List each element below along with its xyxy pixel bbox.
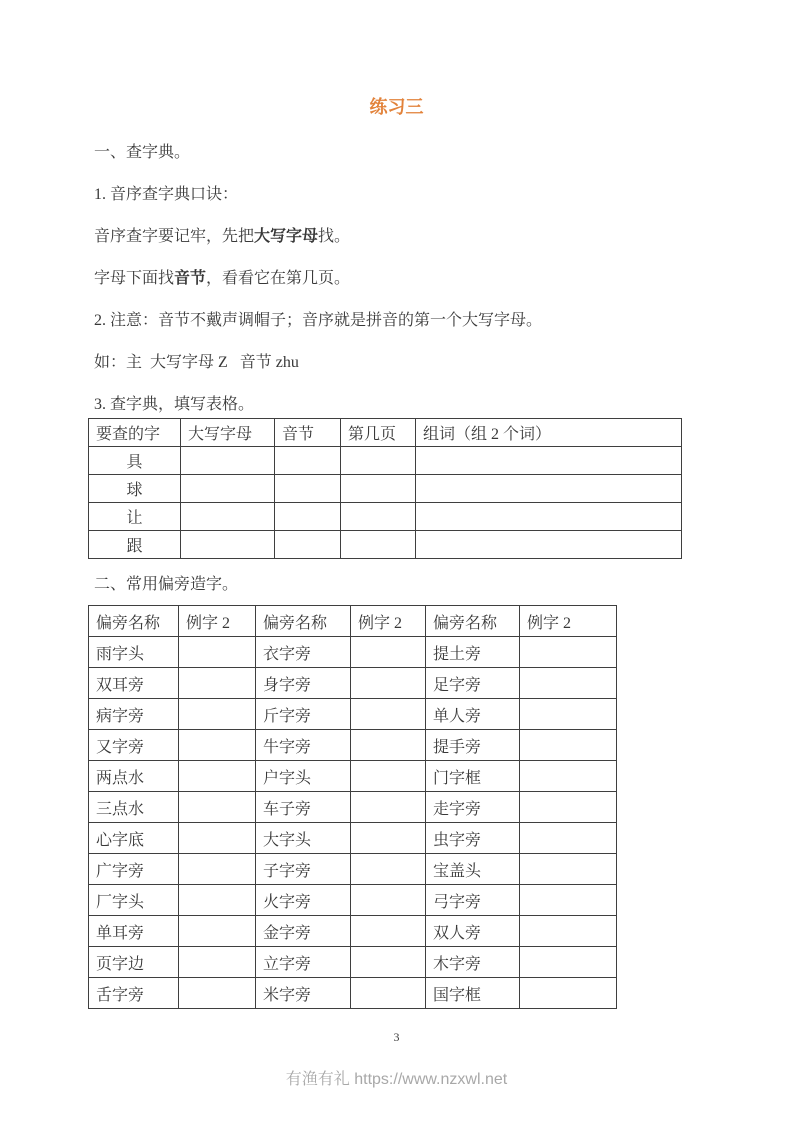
table-header-cell: 组词（组 2 个词） [416,419,682,447]
table-cell: 牛字旁 [256,730,351,761]
table-cell: 又字旁 [89,730,179,761]
table-cell: 国字框 [426,978,520,1009]
table-cell: 单人旁 [426,699,520,730]
table-row [89,475,682,503]
table-cell: 立字旁 [256,947,351,978]
table-row [89,792,617,823]
table-header-cell: 偏旁名称 [426,606,520,637]
table-cell: 厂字头 [89,885,179,916]
page-content [0,117,793,1009]
blank-fill-in-cell [351,730,426,761]
table-cell: 广字旁 [89,854,179,885]
table-header-row [89,419,682,447]
page-title: 练习三 [369,97,424,117]
blank-fill-in-cell [351,854,426,885]
table-header-cell: 音节 [275,419,341,447]
table-cell: 车子旁 [256,792,351,823]
table-cell: 跟 [89,531,181,559]
section1-item3: 3. 查字典，填写表格。 [94,396,255,413]
table-cell: 子字旁 [256,854,351,885]
table-cell: 提手旁 [426,730,520,761]
table-row [89,978,617,1009]
blank-fill-in-cell [520,730,617,761]
table-cell: 金字旁 [256,916,351,947]
blank-fill-in-cell [179,761,256,792]
blank-fill-in-cell [416,531,682,559]
table-cell: 身字旁 [256,668,351,699]
blank-fill-in-cell [179,637,256,668]
rhyme-line-1-pre: 音序查字要记牢，先把 [94,228,255,245]
rhyme-line-1-post: 找。 [318,228,351,245]
blank-fill-in-cell [275,475,341,503]
table-header-cell: 例字 2 [179,606,256,637]
blank-fill-in-cell [179,730,256,761]
table-row [89,668,617,699]
blank-fill-in-cell [351,978,426,1009]
table-header-cell: 例字 2 [520,606,617,637]
table-cell: 大字头 [256,823,351,854]
footer-watermark: 有渔有礼 https://www.nzxwl.net [285,1071,508,1088]
blank-fill-in-cell [351,637,426,668]
blank-fill-in-cell [520,978,617,1009]
blank-fill-in-cell [179,699,256,730]
table-cell: 衣字旁 [256,637,351,668]
table-row [89,730,617,761]
table-cell: 心字底 [89,823,179,854]
radical-table-head [89,606,617,637]
table-row [89,637,617,668]
blank-fill-in-cell [351,916,426,947]
blank-fill-in-cell [416,447,682,475]
table-cell: 宝盖头 [426,854,520,885]
blank-fill-in-cell [351,885,426,916]
table-cell: 让 [89,503,181,531]
blank-fill-in-cell [520,823,617,854]
table-cell: 两点水 [89,761,179,792]
blank-fill-in-cell [275,503,341,531]
section2-heading: 二、常用偏旁造字。 [94,576,239,593]
table-header-cell: 偏旁名称 [256,606,351,637]
blank-fill-in-cell [351,761,426,792]
blank-fill-in-cell [341,503,416,531]
blank-fill-in-cell [520,885,617,916]
blank-fill-in-cell [351,823,426,854]
blank-fill-in-cell [181,475,275,503]
blank-fill-in-cell [520,761,617,792]
table-cell: 走字旁 [426,792,520,823]
table-row [89,447,682,475]
table-cell: 双耳旁 [89,668,179,699]
blank-fill-in-cell [520,916,617,947]
table-header-cell: 第几页 [341,419,416,447]
blank-fill-in-cell [341,447,416,475]
table-cell: 火字旁 [256,885,351,916]
table-row [89,503,682,531]
blank-fill-in-cell [181,447,275,475]
table-cell: 弓字旁 [426,885,520,916]
table-cell: 三点水 [89,792,179,823]
table-cell: 木字旁 [426,947,520,978]
table-cell: 米字旁 [256,978,351,1009]
table-header-cell: 偏旁名称 [89,606,179,637]
blank-fill-in-cell [520,637,617,668]
table-cell: 雨字头 [89,637,179,668]
table-header-cell: 大写字母 [181,419,275,447]
table-cell: 单耳旁 [89,916,179,947]
rhyme-line-2-post: ，看看它在第几页。 [206,270,351,287]
blank-fill-in-cell [179,916,256,947]
radical-table [88,605,617,1009]
blank-fill-in-cell [351,792,426,823]
section1-example: 如：主 大写字母 Z 音节 zhu [94,354,299,371]
table-row [89,823,617,854]
blank-fill-in-cell [520,792,617,823]
table-cell: 门字框 [426,761,520,792]
blank-fill-in-cell [179,823,256,854]
table-header-cell: 例字 2 [351,606,426,637]
blank-fill-in-cell [351,699,426,730]
blank-fill-in-cell [275,447,341,475]
table-header-cell: 要查的字 [89,419,181,447]
blank-fill-in-cell [179,947,256,978]
blank-fill-in-cell [416,503,682,531]
table-row [89,699,617,730]
blank-fill-in-cell [181,503,275,531]
table-row [89,885,617,916]
table-row [89,761,617,792]
dictionary-lookup-table [88,418,682,559]
table-cell: 双人旁 [426,916,520,947]
blank-fill-in-cell [179,854,256,885]
blank-fill-in-cell [520,668,617,699]
section1-heading: 一、查字典。 [94,144,191,161]
table-row [89,531,682,559]
rhyme-line-2 [94,269,683,289]
blank-fill-in-cell [275,531,341,559]
blank-fill-in-cell [520,854,617,885]
blank-fill-in-cell [181,531,275,559]
blank-fill-in-cell [351,947,426,978]
blank-fill-in-cell [179,792,256,823]
blank-fill-in-cell [520,947,617,978]
table-cell: 具 [89,447,181,475]
blank-fill-in-cell [179,978,256,1009]
rhyme-line-2-pre: 字母下面找 [94,270,175,287]
blank-fill-in-cell [351,668,426,699]
table-cell: 舌字旁 [89,978,179,1009]
dictionary-table-head [89,419,682,447]
table-row [89,916,617,947]
table-cell: 虫字旁 [426,823,520,854]
section1-item2: 2. 注意：音节不戴声调帽子；音序就是拼音的第一个大写字母。 [94,312,543,329]
blank-fill-in-cell [179,885,256,916]
rhyme-line-1-bold: 大写字母 [254,228,319,245]
table-cell: 足字旁 [426,668,520,699]
blank-fill-in-cell [520,699,617,730]
table-cell: 户字头 [256,761,351,792]
table-cell: 斤字旁 [256,699,351,730]
section1-item1: 1. 音序查字典口诀： [94,186,239,203]
radical-table-body [89,637,617,1009]
blank-fill-in-cell [416,475,682,503]
table-header-row [89,606,617,637]
blank-fill-in-cell [179,668,256,699]
rhyme-line-1 [94,227,683,247]
rhyme-line-2-bold: 音节 [174,270,207,287]
page-number: 3 [393,1030,400,1044]
table-cell: 病字旁 [89,699,179,730]
dictionary-table-body [89,447,682,559]
table-cell: 球 [89,475,181,503]
table-cell: 页字边 [89,947,179,978]
table-row [89,947,617,978]
blank-fill-in-cell [341,475,416,503]
table-cell: 提土旁 [426,637,520,668]
blank-fill-in-cell [341,531,416,559]
table-row [89,854,617,885]
